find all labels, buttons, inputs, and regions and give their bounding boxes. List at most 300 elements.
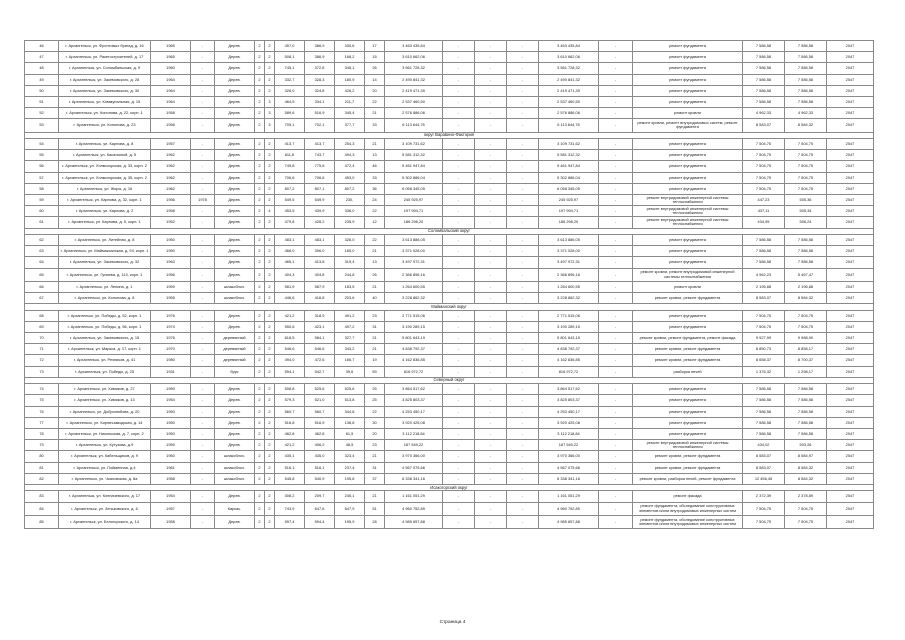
total-area-cell: 560,7 [275,406,305,417]
unit-cost-cell: 7 504,75 [743,502,785,515]
wall-material-cell: Дерев. [215,310,255,321]
total-area-cell: 594,1 [275,366,305,377]
residents-cell: 25 [365,384,385,395]
living-area-cell: 587,9 [305,281,335,292]
floors-cell: 2 [255,41,265,52]
floors-cell: 2 [255,139,265,150]
total-area-cell: 706,6 [275,172,305,183]
total-cost-cell: 4 985 657,88 [385,515,443,528]
table-row [25,429,874,440]
entrances-cell: 2 [265,217,275,228]
residents-cell: 23 [365,440,385,451]
residential-area-cell: 377,7 [335,119,365,132]
floors-cell: 2 [255,344,265,355]
max-unit-cost-cell: 8 584,32 [785,119,827,132]
living-area-cell: 706,6 [305,172,335,183]
residents-cell: 20 [365,85,385,96]
build-year-cell: 1965 [151,52,191,63]
entrances-cell: 2 [265,52,275,63]
work-type-cell: ремонт кровли, ремонт фундамента [633,451,743,462]
total-cost-cell: 2 490 841,32 [385,74,443,85]
unit-cost-cell: 434,02 [743,440,785,451]
completion-year-cell: 2047 [827,257,874,268]
address-cell: г. Архангельск, ул. Соломбальская, д. 9 [59,63,151,74]
municipal-funds-cell: - [507,333,539,344]
regional-funds-cell: - [475,172,507,183]
table-row [25,451,874,462]
federal-funds-cell: - [443,333,475,344]
owner-funds-cell: 4 253 450,17 [539,406,599,417]
other-funds-cell: - [599,161,633,172]
other-funds-cell: - [599,172,633,183]
municipal-funds-cell: - [507,292,539,303]
owner-funds-cell: 3 610 662,06 [539,52,599,63]
floors-cell: 2 [255,63,265,74]
total-cost-cell: 1 264 600,55 [385,281,443,292]
federal-funds-cell: - [443,96,475,107]
table-row [25,355,874,366]
floors-cell: 2 [255,491,265,502]
living-area-cell: 702,1 [305,119,335,132]
other-funds-cell: - [599,41,633,52]
unit-cost-cell: 7 586,58 [743,96,785,107]
row-number: 76 [25,406,59,417]
total-area-cell: 326,0 [275,85,305,96]
unit-cost-cell: 8 583,07 [743,462,785,473]
regional-funds-cell: - [475,333,507,344]
residents-cell: 26 [365,63,385,74]
regional-funds-cell: - [475,429,507,440]
max-unit-cost-cell: 7 586,58 [785,417,827,428]
row-number: 58 [25,183,59,194]
residents-cell: 13 [365,257,385,268]
regional-funds-cell: - [475,161,507,172]
regional-funds-cell: - [475,246,507,257]
federal-funds-cell: - [443,206,475,217]
total-area-cell: 483,1 [275,235,305,246]
row-number: 80 [25,451,59,462]
reconstruction-year-cell: - [191,74,215,85]
completion-year-cell: 2047 [827,429,874,440]
total-area-cell: 618,5 [275,333,305,344]
regional-funds-cell: - [475,63,507,74]
completion-year-cell: 2047 [827,52,874,63]
floors-cell: 2 [255,321,265,332]
living-area-cell: 413,7 [305,139,335,150]
residents-cell: 21 [365,344,385,355]
owner-funds-cell: 245 925,97 [539,194,599,205]
build-year-cell: 1962 [151,161,191,172]
address-cell: г. Архангельск, ул. Карпова, д. 32, корп. 1 [59,194,151,205]
floors-cell: 2 [255,333,265,344]
work-type-cell: ремонт фундамента [633,429,743,440]
build-year-cell: 1962 [151,172,191,183]
max-unit-cost-cell: 7 504,75 [785,139,827,150]
entrances-cell: 3 [265,96,275,107]
living-area-cell: 428,2 [305,217,335,228]
floors-cell: 2 [255,281,265,292]
regional-funds-cell: - [475,281,507,292]
row-number: 64 [25,257,59,268]
address-cell: г. Архангельск, ул. Химиков, д. 13 [59,395,151,406]
federal-funds-cell: - [443,366,475,377]
unit-cost-cell: 8 658,37 [743,355,785,366]
table-row [25,150,874,161]
table-row [25,108,874,119]
residential-area-cell: 166,7 [335,355,365,366]
residents-cell: 37 [365,473,385,484]
completion-year-cell: 2047 [827,74,874,85]
row-number: 63 [25,246,59,257]
residents-cell: 33 [365,119,385,132]
residential-area-cell: 180,9 [335,74,365,85]
reconstruction-year-cell: - [191,281,215,292]
max-unit-cost-cell: 9 988,90 [785,333,827,344]
residential-area-cell: 345,4 [335,108,365,119]
residential-area-cell: 48,5 [335,440,365,451]
entrances-cell: 2 [265,515,275,528]
municipal-funds-cell: - [507,473,539,484]
residents-cell: 22 [365,406,385,417]
owner-funds-cell: 4 567 075,66 [539,462,599,473]
work-type-cell: ремонт фундамента [633,172,743,183]
entrances-cell: 2 [265,63,275,74]
regional-funds-cell: - [475,310,507,321]
wall-material-cell: Дерев. [215,406,255,417]
total-cost-cell: 4 253 450,17 [385,406,443,417]
entrances-cell: 2 [265,257,275,268]
municipal-funds-cell: - [507,355,539,366]
build-year-cell: 1956 [151,194,191,205]
table-row [25,246,874,257]
living-area-cell: 542,7 [305,366,335,377]
wall-material-cell: Дерев. [215,108,255,119]
residential-area-cell: 343,2 [335,344,365,355]
unit-cost-cell: 8 583,07 [743,292,785,303]
regional-funds-cell: - [475,395,507,406]
max-unit-cost-cell: 8 700,37 [785,355,827,366]
unit-cost-cell: 4 962,23 [743,268,785,281]
table-row [25,206,874,217]
row-number: 78 [25,429,59,440]
max-unit-cost-cell: 7 586,58 [785,395,827,406]
total-area-cell: 421,2 [275,440,305,451]
wall-material-cell: Дерев. [215,417,255,428]
federal-funds-cell: - [443,150,475,161]
build-year-cell: 1955 [151,292,191,303]
living-area-cell: 423,1 [305,321,335,332]
total-area-cell: 332,7 [275,74,305,85]
residential-area-cell: 327,7 [335,333,365,344]
floors-cell: 2 [255,417,265,428]
row-number: 71 [25,344,59,355]
register-table [24,40,874,529]
table-row [25,344,874,355]
reconstruction-year-cell: - [191,333,215,344]
total-area-cell: 508,8 [275,384,305,395]
total-area-cell: 743,9 [275,502,305,515]
address-cell: г. Архангельск, ул. Закемовского, д. 28 [59,74,151,85]
regional-funds-cell: - [475,440,507,451]
work-type-cell: ремонт внутридомовой инженерной системы теплоснабжения [633,194,743,205]
total-cost-cell: 3 561 728,32 [385,63,443,74]
municipal-funds-cell: - [507,52,539,63]
row-number: 62 [25,235,59,246]
total-cost-cell: 245 925,97 [385,194,443,205]
municipal-funds-cell: - [507,63,539,74]
build-year-cell: 1964 [151,74,191,85]
residents-cell: 21 [365,281,385,292]
municipal-funds-cell: - [507,217,539,228]
reconstruction-year-cell: - [191,119,215,132]
entrances-cell: 2 [265,41,275,52]
owner-funds-cell: 187 549,22 [539,440,599,451]
work-type-cell: ремонт фундамента [633,150,743,161]
owner-funds-cell: 4 838 792,37 [539,344,599,355]
total-area-cell: 508,1 [275,52,305,63]
floors-cell: 2 [255,74,265,85]
other-funds-cell: - [599,366,633,377]
living-area-cell: 594,4 [305,515,335,528]
reconstruction-year-cell: - [191,384,215,395]
residential-area-cell: 472,4 [335,161,365,172]
table-row [25,52,874,63]
total-area-cell: 421,2 [275,310,305,321]
floors-cell: 2 [255,85,265,96]
address-cell: г. Архангельск, ул. Речников, д. 41 [59,355,151,366]
completion-year-cell: 2047 [827,491,874,502]
residential-area-cell: 807,2 [335,183,365,194]
federal-funds-cell: - [443,310,475,321]
total-cost-cell: 4 838 792,37 [385,344,443,355]
total-area-cell: 446,6 [275,292,305,303]
wall-material-cell: Дерев. [215,246,255,257]
regional-funds-cell: - [475,96,507,107]
completion-year-cell: 2047 [827,366,874,377]
regional-funds-cell: - [475,417,507,428]
unit-cost-cell: 7 504,75 [743,183,785,194]
address-cell: г. Архангельск, ул. Коммунальная, д. 15 [59,96,151,107]
regional-funds-cell: - [475,41,507,52]
other-funds-cell: - [599,150,633,161]
max-unit-cost-cell: 7 504,75 [785,150,827,161]
build-year-cell: 1959 [151,281,191,292]
build-year-cell: 1956 [151,268,191,281]
table-row [25,217,874,228]
federal-funds-cell: - [443,108,475,119]
max-unit-cost-cell: 8 858,17 [785,344,827,355]
living-area-cell: 404,8 [305,268,335,281]
section-title: округ Варавино-Фактория [25,132,874,139]
work-type-cell: ремонт кровли [633,108,743,119]
work-type-cell: ремонт фундамента [633,395,743,406]
work-type-cell: ремонт кровли, ремонт фундамента [633,292,743,303]
owner-funds-cell: 6 338 341,16 [539,473,599,484]
unit-cost-cell: 7 586,58 [743,85,785,96]
completion-year-cell: 2047 [827,139,874,150]
floors-cell: 2 [255,406,265,417]
living-area-cell: 647,6 [305,502,335,515]
entrances-cell: 2 [265,281,275,292]
table-row [25,473,874,484]
reconstruction-year-cell: - [191,451,215,462]
completion-year-cell: 2047 [827,344,874,355]
build-year-cell: 1958 [151,515,191,528]
entrances-cell: 3 [265,119,275,132]
completion-year-cell: 2047 [827,206,874,217]
municipal-funds-cell: - [507,206,539,217]
other-funds-cell: - [599,310,633,321]
unit-cost-cell: 4 962,33 [743,108,785,119]
reconstruction-year-cell: - [191,246,215,257]
address-cell: г. Архангельск, ул. Фронтовых бригад, д. 16 [59,41,151,52]
entrances-cell: 3 [265,108,275,119]
address-cell: г. Архангельск, ул. Закемовского, д. 15 [59,333,151,344]
total-cost-cell: 5 581 312,32 [385,150,443,161]
residential-area-cell: 319,4 [335,257,365,268]
reconstruction-year-cell: 1978 [191,194,215,205]
municipal-funds-cell: - [507,440,539,451]
other-funds-cell: - [599,321,633,332]
residential-area-cell: 345,1 [335,63,365,74]
total-cost-cell: 4 567 075,66 [385,462,443,473]
floors-cell: 2 [255,235,265,246]
residential-area-cell: 61,5 [335,429,365,440]
completion-year-cell: 2047 [827,321,874,332]
work-type-cell: ремонт кровли, ремонт фундамента, ремонт фасада [633,333,743,344]
living-area-cell: 413,8 [305,257,335,268]
work-type-cell: ремонт кровли, ремонт фундамента [633,344,743,355]
table-row [25,440,874,451]
work-type-cell: ремонт внутридомовой инженерной системы теплоснабжения [633,217,743,228]
build-year-cell: 1960 [151,63,191,74]
residents-cell: 20 [365,429,385,440]
unit-cost-cell: 7 504,75 [743,321,785,332]
residential-area-cell: 211,7 [335,96,365,107]
total-area-cell: 435,1 [275,451,305,462]
work-type-cell: ремонт фундамента [633,384,743,395]
floors-cell: 2 [255,52,265,63]
floors-cell: 2 [255,96,265,107]
residents-cell: 17 [365,41,385,52]
federal-funds-cell: - [443,355,475,366]
owner-funds-cell: 3 613 886,05 [539,235,599,246]
entrances-cell: 2 [265,384,275,395]
max-unit-cost-cell: 7 504,75 [785,172,827,183]
work-type-cell: ремонт фундамента [633,63,743,74]
reconstruction-year-cell: - [191,491,215,502]
residential-area-cell: 165,0 [335,246,365,257]
entrances-cell: 2 [265,451,275,462]
unit-cost-cell: 437,11 [743,206,785,217]
address-cell: г. Архангельск, ул. Ленина, д. 1 [59,281,151,292]
residential-area-cell: 323,4 [335,451,365,462]
unit-cost-cell: 7 504,75 [743,161,785,172]
residential-area-cell: 647,9 [335,502,365,515]
residential-area-cell: 326,0 [335,235,365,246]
federal-funds-cell: - [443,292,475,303]
total-area-cell: 545,8 [275,473,305,484]
section-title: Исакогорский округ [25,484,874,491]
row-number: 51 [25,96,59,107]
other-funds-cell: - [599,462,633,473]
federal-funds-cell: - [443,417,475,428]
total-area-cell: 811,6 [275,150,305,161]
living-area-cell: 318,9 [305,310,335,321]
total-area-cell: 589,6 [275,108,305,119]
work-type-cell: ремонт фундамента, обследование конструктивных элементов и/или внутридомовых инженерных систем [633,502,743,515]
owner-funds-cell: 3 109 731,62 [539,139,599,150]
address-cell: г. Архангельск, ул. Победы, д. 25 [59,366,151,377]
total-cost-cell: 3 371 028,00 [385,246,443,257]
row-number: 50 [25,85,59,96]
address-cell: г. Архангельск, ул. Касаткиной, д. 5 [59,150,151,161]
completion-year-cell: 2047 [827,417,874,428]
max-unit-cost-cell: 7 586,58 [785,41,827,52]
municipal-funds-cell: - [507,417,539,428]
municipal-funds-cell: - [507,268,539,281]
other-funds-cell: - [599,417,633,428]
total-area-cell: 453,5 [275,206,305,217]
regional-funds-cell: - [475,235,507,246]
owner-funds-cell: 3 561 728,32 [539,63,599,74]
wall-material-cell: Дерев. [215,183,255,194]
municipal-funds-cell: - [507,194,539,205]
work-type-cell: ремонт фундамента [633,41,743,52]
living-area-cell: 540,9 [305,473,335,484]
build-year-cell: 1954 [151,395,191,406]
other-funds-cell: - [599,429,633,440]
residents-cell: 22 [365,96,385,107]
work-type-cell: ремонт кровли, ремонт внутридомовой инженерной системы теплоснабжения [633,268,743,281]
unit-cost-cell: 7 586,58 [743,384,785,395]
max-unit-cost-cell: 7 586,58 [785,257,827,268]
completion-year-cell: 2047 [827,150,874,161]
total-cost-cell: 2 419 471,39 [385,85,443,96]
row-number: 69 [25,321,59,332]
max-unit-cost-cell: 7 504,75 [785,502,827,515]
unit-cost-cell: 447,23 [743,194,785,205]
reconstruction-year-cell: - [191,355,215,366]
row-number: 85 [25,515,59,528]
regional-funds-cell: - [475,355,507,366]
owner-funds-cell: 3 920 425,08 [539,417,599,428]
table-row [25,119,874,132]
address-cell: г. Архангельск, ул. Химиков, д. 27 [59,384,151,395]
address-cell: г. Архангельск, ул. Маймаксанская, д. 94, корп. 1 [59,246,151,257]
wall-material-cell: Дерев. [215,257,255,268]
floors-cell: 2 [255,206,265,217]
municipal-funds-cell: - [507,85,539,96]
total-cost-cell: 3 970 366,00 [385,451,443,462]
unit-cost-cell: 7 586,58 [743,63,785,74]
build-year-cell: 1958 [151,119,191,132]
unit-cost-cell: 7 586,58 [743,406,785,417]
table-row [25,161,874,172]
address-cell: г. Архангельск, ул. Добролюбова, д. 20 [59,406,151,417]
residential-area-cell: 336,0 [335,206,365,217]
max-unit-cost-cell: 505,36 [785,194,827,205]
completion-year-cell: 2047 [827,502,874,515]
regional-funds-cell: - [475,150,507,161]
owner-funds-cell: 5 461 947,84 [539,161,599,172]
total-cost-cell: 186 298,20 [385,217,443,228]
total-area-cell: 546,6 [275,344,305,355]
completion-year-cell: 2047 [827,268,874,281]
table-row [25,235,874,246]
reconstruction-year-cell: - [191,41,215,52]
other-funds-cell: - [599,502,633,515]
